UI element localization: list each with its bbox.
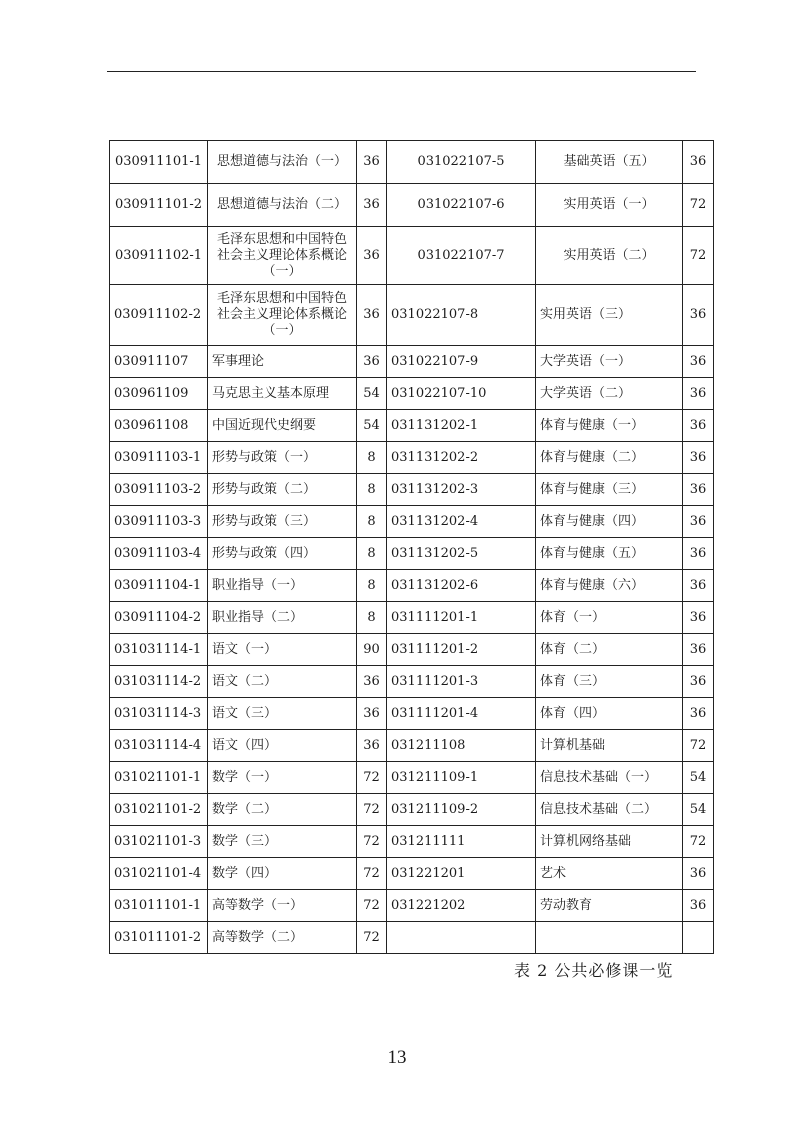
course-code-cell: 031022107-10: [387, 378, 536, 410]
course-code-cell: [387, 922, 536, 954]
table-row: [110, 858, 714, 890]
course-code-cell: 030911107: [110, 346, 208, 378]
table-row: [110, 890, 714, 922]
hours-cell: 36: [683, 698, 714, 730]
course-code-cell: 031111201-2: [387, 634, 536, 666]
course-code-cell: 031021101-4: [110, 858, 208, 890]
hours-cell: 8: [357, 602, 387, 634]
hours-cell: 36: [683, 506, 714, 538]
course-code-cell: 031211111: [387, 826, 536, 858]
course-code-cell: 031111201-4: [387, 698, 536, 730]
course-name-cell: 职业指导（一）: [208, 570, 357, 602]
hours-cell: 36: [357, 346, 387, 378]
table-row: [110, 570, 714, 602]
course-name-cell: 体育与健康（一）: [536, 410, 683, 442]
course-code-cell: 031131202-3: [387, 474, 536, 506]
course-name-cell: 体育与健康（六）: [536, 570, 683, 602]
hours-cell: 72: [357, 794, 387, 826]
course-name-cell: 数学（三）: [208, 826, 357, 858]
hours-cell: 36: [357, 698, 387, 730]
course-code-cell: 031211109-2: [387, 794, 536, 826]
course-code-cell: 031031114-2: [110, 666, 208, 698]
course-name-cell: 数学（一）: [208, 762, 357, 794]
course-code-cell: 030961109: [110, 378, 208, 410]
hours-cell: 36: [683, 378, 714, 410]
course-code-cell: 031031114-1: [110, 634, 208, 666]
course-name-cell: 形势与政策（三）: [208, 506, 357, 538]
course-code-cell: 030911103-1: [110, 442, 208, 474]
hours-cell: 36: [683, 346, 714, 378]
hours-cell: 8: [357, 442, 387, 474]
table-row: [110, 794, 714, 826]
course-code-cell: 031131202-6: [387, 570, 536, 602]
course-code-cell: 031021101-2: [110, 794, 208, 826]
hours-cell: 72: [357, 826, 387, 858]
table-row: [110, 506, 714, 538]
hours-cell: 72: [683, 826, 714, 858]
hours-cell: 90: [357, 634, 387, 666]
course-code-cell: 031131202-2: [387, 442, 536, 474]
course-name-cell: 语文（二）: [208, 666, 357, 698]
hours-cell: [683, 922, 714, 954]
course-name-cell: 艺术: [536, 858, 683, 890]
table-row: [110, 762, 714, 794]
course-code-cell: 030911101-2: [110, 184, 208, 227]
hours-cell: 36: [683, 634, 714, 666]
course-name-cell: 高等数学（一）: [208, 890, 357, 922]
course-name-cell: 大学英语（一）: [536, 346, 683, 378]
course-name-cell: 实用英语（二）: [536, 227, 683, 285]
hours-cell: 8: [357, 538, 387, 570]
hours-cell: 36: [683, 890, 714, 922]
course-code-cell: 031022107-5: [387, 141, 536, 184]
course-code-cell: 031011101-2: [110, 922, 208, 954]
table-row: [110, 227, 714, 285]
table-caption: 表 2 公共必修课一览: [514, 961, 674, 980]
course-name-cell: 体育（二）: [536, 634, 683, 666]
course-name-cell: 信息技术基础（一）: [536, 762, 683, 794]
hours-cell: 36: [683, 285, 714, 346]
course-code-cell: 030911104-2: [110, 602, 208, 634]
table-row: [110, 826, 714, 858]
hours-cell: 36: [683, 410, 714, 442]
course-name-cell: 马克思主义基本原理: [208, 378, 357, 410]
table-row: [110, 378, 714, 410]
course-name-cell: 形势与政策（四）: [208, 538, 357, 570]
hours-cell: 72: [683, 184, 714, 227]
course-code-cell: 031021101-1: [110, 762, 208, 794]
course-code-cell: 030911104-1: [110, 570, 208, 602]
course-code-cell: 030911103-3: [110, 506, 208, 538]
table-row: [110, 730, 714, 762]
course-code-cell: 031131202-1: [387, 410, 536, 442]
course-name-cell: 思想道德与法治（二）: [208, 184, 357, 227]
course-code-cell: 030911103-2: [110, 474, 208, 506]
course-name-cell: 信息技术基础（二）: [536, 794, 683, 826]
course-name-cell: 体育与健康（四）: [536, 506, 683, 538]
table-row: [110, 410, 714, 442]
table-row: [110, 634, 714, 666]
hours-cell: 8: [357, 474, 387, 506]
table-row: [110, 538, 714, 570]
course-code-cell: 031011101-1: [110, 890, 208, 922]
course-name-cell: 体育（四）: [536, 698, 683, 730]
table-row: [110, 141, 714, 184]
course-name-cell: 大学英语（二）: [536, 378, 683, 410]
table-row: [110, 346, 714, 378]
hours-cell: 36: [683, 666, 714, 698]
course-code-cell: 031221201: [387, 858, 536, 890]
course-name-cell: 基础英语（五）: [536, 141, 683, 184]
course-code-cell: 031022107-7: [387, 227, 536, 285]
hours-cell: 54: [683, 762, 714, 794]
course-name-cell: 毛泽东思想和中国特色社会主义理论体系概论（一）: [208, 285, 357, 346]
course-code-cell: 031211109-1: [387, 762, 536, 794]
course-table: [109, 140, 714, 954]
course-name-cell: 计算机网络基础: [536, 826, 683, 858]
table-row: [110, 922, 714, 954]
hours-cell: 72: [357, 858, 387, 890]
course-name-cell: 劳动教育: [536, 890, 683, 922]
course-name-cell: 毛泽东思想和中国特色社会主义理论体系概论（一）: [208, 227, 357, 285]
hours-cell: 72: [683, 730, 714, 762]
header-rule: [107, 71, 696, 72]
course-name-cell: 数学（四）: [208, 858, 357, 890]
hours-cell: 54: [357, 378, 387, 410]
course-name-cell: 实用英语（一）: [536, 184, 683, 227]
hours-cell: 72: [357, 922, 387, 954]
hours-cell: 36: [357, 184, 387, 227]
course-code-cell: 030911101-1: [110, 141, 208, 184]
course-code-cell: 031031114-4: [110, 730, 208, 762]
course-name-cell: 高等数学（二）: [208, 922, 357, 954]
hours-cell: 36: [357, 285, 387, 346]
course-name-cell: 体育与健康（三）: [536, 474, 683, 506]
hours-cell: 72: [357, 762, 387, 794]
course-code-cell: 031221202: [387, 890, 536, 922]
course-code-cell: 030911102-2: [110, 285, 208, 346]
hours-cell: 36: [683, 858, 714, 890]
hours-cell: 36: [683, 141, 714, 184]
page-number: 13: [387, 1047, 407, 1068]
table-row: [110, 474, 714, 506]
table-row: [110, 666, 714, 698]
course-code-cell: 031022107-8: [387, 285, 536, 346]
table-row: [110, 184, 714, 227]
hours-cell: 36: [357, 227, 387, 285]
hours-cell: 72: [357, 890, 387, 922]
hours-cell: 54: [357, 410, 387, 442]
course-name-cell: 体育（一）: [536, 602, 683, 634]
hours-cell: 36: [683, 442, 714, 474]
course-name-cell: 思想道德与法治（一）: [208, 141, 357, 184]
hours-cell: 36: [357, 730, 387, 762]
course-name-cell: 中国近现代史纲要: [208, 410, 357, 442]
course-name-cell: 语文（一）: [208, 634, 357, 666]
course-code-cell: 030911102-1: [110, 227, 208, 285]
course-code-cell: 031111201-3: [387, 666, 536, 698]
course-name-cell: 语文（三）: [208, 698, 357, 730]
course-name-cell: 计算机基础: [536, 730, 683, 762]
hours-cell: 36: [357, 666, 387, 698]
course-code-cell: 031022107-6: [387, 184, 536, 227]
course-code-cell: 031131202-5: [387, 538, 536, 570]
table-row: [110, 442, 714, 474]
table-row: [110, 285, 714, 346]
course-code-cell: 031031114-3: [110, 698, 208, 730]
course-code-cell: 031021101-3: [110, 826, 208, 858]
course-name-cell: [536, 922, 683, 954]
course-name-cell: 语文（四）: [208, 730, 357, 762]
course-name-cell: 数学（二）: [208, 794, 357, 826]
course-code-cell: 031131202-4: [387, 506, 536, 538]
course-name-cell: 职业指导（二）: [208, 602, 357, 634]
course-name-cell: 体育与健康（二）: [536, 442, 683, 474]
course-name-cell: 体育与健康（五）: [536, 538, 683, 570]
course-code-cell: 031022107-9: [387, 346, 536, 378]
hours-cell: 72: [683, 227, 714, 285]
table-row: [110, 602, 714, 634]
course-name-cell: 军事理论: [208, 346, 357, 378]
hours-cell: 36: [683, 570, 714, 602]
hours-cell: 36: [357, 141, 387, 184]
hours-cell: 36: [683, 602, 714, 634]
course-code-cell: 031111201-1: [387, 602, 536, 634]
course-code-cell: 030911103-4: [110, 538, 208, 570]
course-name-cell: 形势与政策（一）: [208, 442, 357, 474]
course-code-cell: 031211108: [387, 730, 536, 762]
table-row: [110, 698, 714, 730]
hours-cell: 54: [683, 794, 714, 826]
course-name-cell: 形势与政策（二）: [208, 474, 357, 506]
hours-cell: 36: [683, 538, 714, 570]
hours-cell: 36: [683, 474, 714, 506]
course-code-cell: 030961108: [110, 410, 208, 442]
course-name-cell: 实用英语（三）: [536, 285, 683, 346]
hours-cell: 8: [357, 506, 387, 538]
hours-cell: 8: [357, 570, 387, 602]
course-name-cell: 体育（三）: [536, 666, 683, 698]
